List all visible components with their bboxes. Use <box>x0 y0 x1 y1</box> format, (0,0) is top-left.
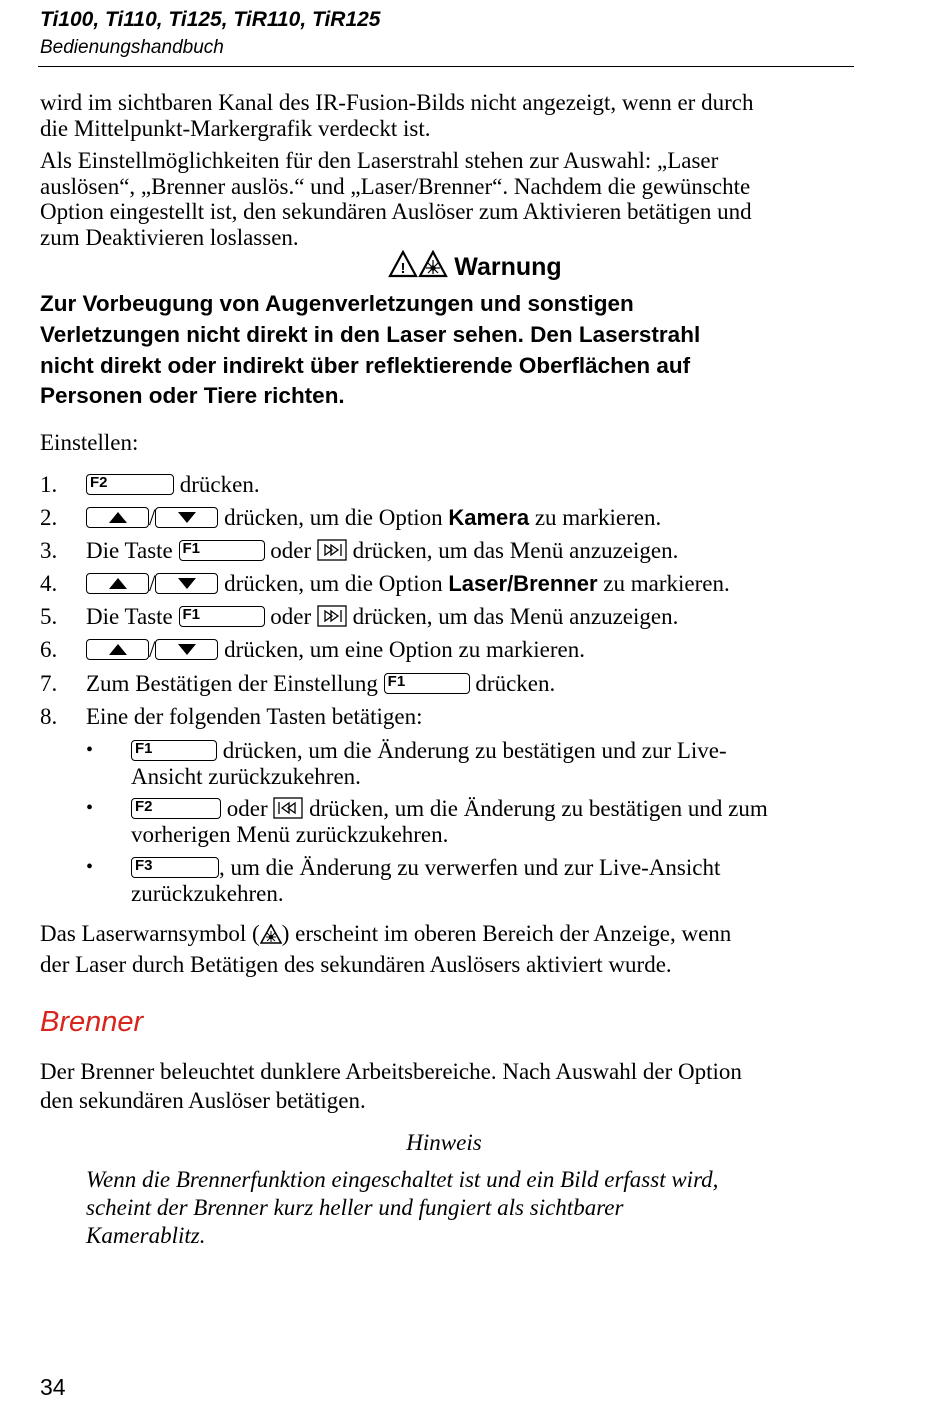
key-label: F1 <box>182 540 201 557</box>
step-number: 2. <box>40 505 58 530</box>
step-text: drücken, um das Menü anzuzeigen. <box>352 604 679 629</box>
text-line: zum Deaktivieren loslassen. <box>40 224 299 250</box>
laser-warning-icon <box>260 924 282 944</box>
step-5 <box>86 604 678 630</box>
key-label: F2 <box>90 474 108 491</box>
procedure-intro: Einstellen: <box>40 430 139 455</box>
key-label: F1 <box>182 606 201 623</box>
text-line <box>131 796 841 822</box>
text-line: nicht direkt oder indirekt über reflektierende Oberflächen auf <box>40 352 691 378</box>
option-name: Kamera <box>448 505 530 530</box>
text-fragment: ) erscheint im oberen Bereich der Anzeige, wenn <box>281 921 732 946</box>
page-number: 34 <box>40 1374 66 1400</box>
right-arrow-key-icon <box>317 605 347 627</box>
down-arrow-key-icon <box>155 573 218 594</box>
down-arrow-key-icon <box>155 639 218 660</box>
step-text: oder <box>270 604 312 629</box>
key-label: F1 <box>387 673 406 690</box>
f1-key-icon <box>384 673 470 694</box>
text-line: Zur Vorbeugung von Augenverletzungen und sonstigen <box>40 291 634 316</box>
text-line: wird im sichtbaren Kanal des IR-Fusion-Bilds nicht angezeigt, wenn er durch <box>40 90 754 115</box>
text-line: vorherigen Menü zurückzukehren. <box>131 821 449 847</box>
step-text: drücken, um eine Option zu markieren. <box>224 637 585 662</box>
svg-text:!: ! <box>400 260 406 277</box>
step-1 <box>86 472 260 498</box>
right-arrow-key-icon <box>317 539 347 561</box>
text-line <box>40 918 840 949</box>
text-line: auslösen“, „Brenner auslös.“ und „Laser/Brenner“. Nachdem die gewünschte <box>40 173 751 199</box>
step-text: oder <box>226 796 268 821</box>
step-number: 7. <box>40 671 58 696</box>
text-line <box>131 855 841 881</box>
key-label: F1 <box>135 740 153 757</box>
f3-key-icon <box>131 857 219 878</box>
step-text: drücken. <box>179 472 260 497</box>
slash: / <box>149 637 156 662</box>
step-text: Zum Bestätigen der Einstellung <box>86 671 378 696</box>
text-line: zurückzukehren. <box>131 880 284 906</box>
warning-text <box>40 289 830 412</box>
step-number: 6. <box>40 637 58 662</box>
f2-key-icon <box>86 474 174 495</box>
laser-symbol-paragraph <box>40 918 840 980</box>
substep-1 <box>131 738 841 789</box>
warning-triangle-icon <box>388 250 448 278</box>
key-label: F2 <box>135 798 153 815</box>
step-6 <box>86 637 585 663</box>
step-number: 4. <box>40 571 58 596</box>
step-8: Eine der folgenden Tasten betätigen: <box>86 704 423 729</box>
step-7 <box>86 671 555 697</box>
brenner-paragraph <box>40 1057 840 1115</box>
option-name: Laser/Brenner <box>448 571 598 596</box>
step-number: 3. <box>40 538 58 563</box>
step-text: drücken, um die Option <box>224 571 443 596</box>
bullet: • <box>86 797 94 819</box>
step-number: 1. <box>40 472 58 497</box>
text-line: Ansicht zurückzukehren. <box>131 763 361 789</box>
up-arrow-key-icon <box>86 573 149 594</box>
bullet: • <box>86 856 94 878</box>
text-line: scheint der Brenner kurz heller und fungiert als sichtbarer <box>86 1195 624 1220</box>
step-text: Die Taste <box>86 604 173 629</box>
text-line: Als Einstellmöglichkeiten für den Laserstrahl stehen zur Auswahl: „Laser <box>40 148 719 173</box>
slash: / <box>149 571 156 596</box>
step-text: drücken, um die Option <box>224 505 443 530</box>
step-text: zu markieren. <box>534 505 662 530</box>
intro-paragraph-1 <box>40 90 840 141</box>
header-rule <box>38 66 854 67</box>
text-line: Personen oder Tiere richten. <box>40 383 345 409</box>
text-line: Wenn die Brennerfunktion eingeschaltet ist und ein Bild erfasst wird, <box>86 1167 719 1192</box>
step-text: drücken, um die Änderung zu bestätigen und zur Live- <box>222 738 727 763</box>
f1-key-icon <box>131 740 217 761</box>
section-heading-brenner: Brenner <box>40 1006 144 1038</box>
f1-key-icon <box>179 540 265 561</box>
text-line <box>131 738 841 764</box>
text-line: die Mittelpunkt-Markergrafik verdeckt ist. <box>40 115 431 141</box>
warning-heading <box>0 250 950 285</box>
step-2 <box>86 505 661 531</box>
step-text: drücken. <box>475 671 556 696</box>
key-label: F3 <box>135 857 153 874</box>
substep-3 <box>131 855 841 906</box>
intro-paragraph-2 <box>40 148 840 250</box>
header-models: Ti100, Ti110, Ti125, TiR110, TiR125 <box>40 8 381 31</box>
header-subtitle: Bedienungshandbuch <box>40 37 224 58</box>
step-text: drücken, um das Menü anzuzeigen. <box>352 538 679 563</box>
step-number: 8. <box>40 704 58 729</box>
warning-title: Warnung <box>454 253 562 281</box>
step-text: zu markieren. <box>603 571 730 596</box>
step-text: , um die Änderung zu verwerfen und zur Live-Ansicht <box>219 855 721 880</box>
bullet: • <box>86 739 94 761</box>
step-text: Die Taste <box>86 538 173 563</box>
text-line: Option eingestellt ist, den sekundären Auslöser zum Aktivieren betätigen und <box>40 199 752 224</box>
step-3 <box>86 538 678 564</box>
text-line: Verletzungen nicht direkt in den Laser sehen. Den Laserstrahl <box>40 321 701 347</box>
text-line: den sekundären Auslöser betätigen. <box>40 1088 366 1113</box>
slash: / <box>149 505 156 530</box>
note-heading: Hinweis <box>406 1130 482 1155</box>
step-text: oder <box>270 538 312 563</box>
note-text <box>86 1166 826 1250</box>
up-arrow-key-icon <box>86 639 149 660</box>
down-arrow-key-icon <box>155 507 218 528</box>
substep-2 <box>131 796 841 847</box>
step-4 <box>86 571 730 597</box>
up-arrow-key-icon <box>86 507 149 528</box>
f1-key-icon <box>179 606 265 627</box>
f2-key-icon <box>131 798 221 819</box>
text-fragment: Das Laserwarnsymbol ( <box>40 921 260 946</box>
left-arrow-key-icon <box>273 797 303 819</box>
step-text: drücken, um die Änderung zu bestätigen und zum <box>309 796 768 821</box>
warning-icons <box>388 250 448 285</box>
text-line: Der Brenner beleuchtet dunklere Arbeitsbereiche. Nach Auswahl der Option <box>40 1059 742 1084</box>
text-line: der Laser durch Betätigen des sekundären Auslösers aktiviert wurde. <box>40 952 672 977</box>
step-number: 5. <box>40 604 58 629</box>
text-line: Kamerablitz. <box>86 1223 206 1248</box>
